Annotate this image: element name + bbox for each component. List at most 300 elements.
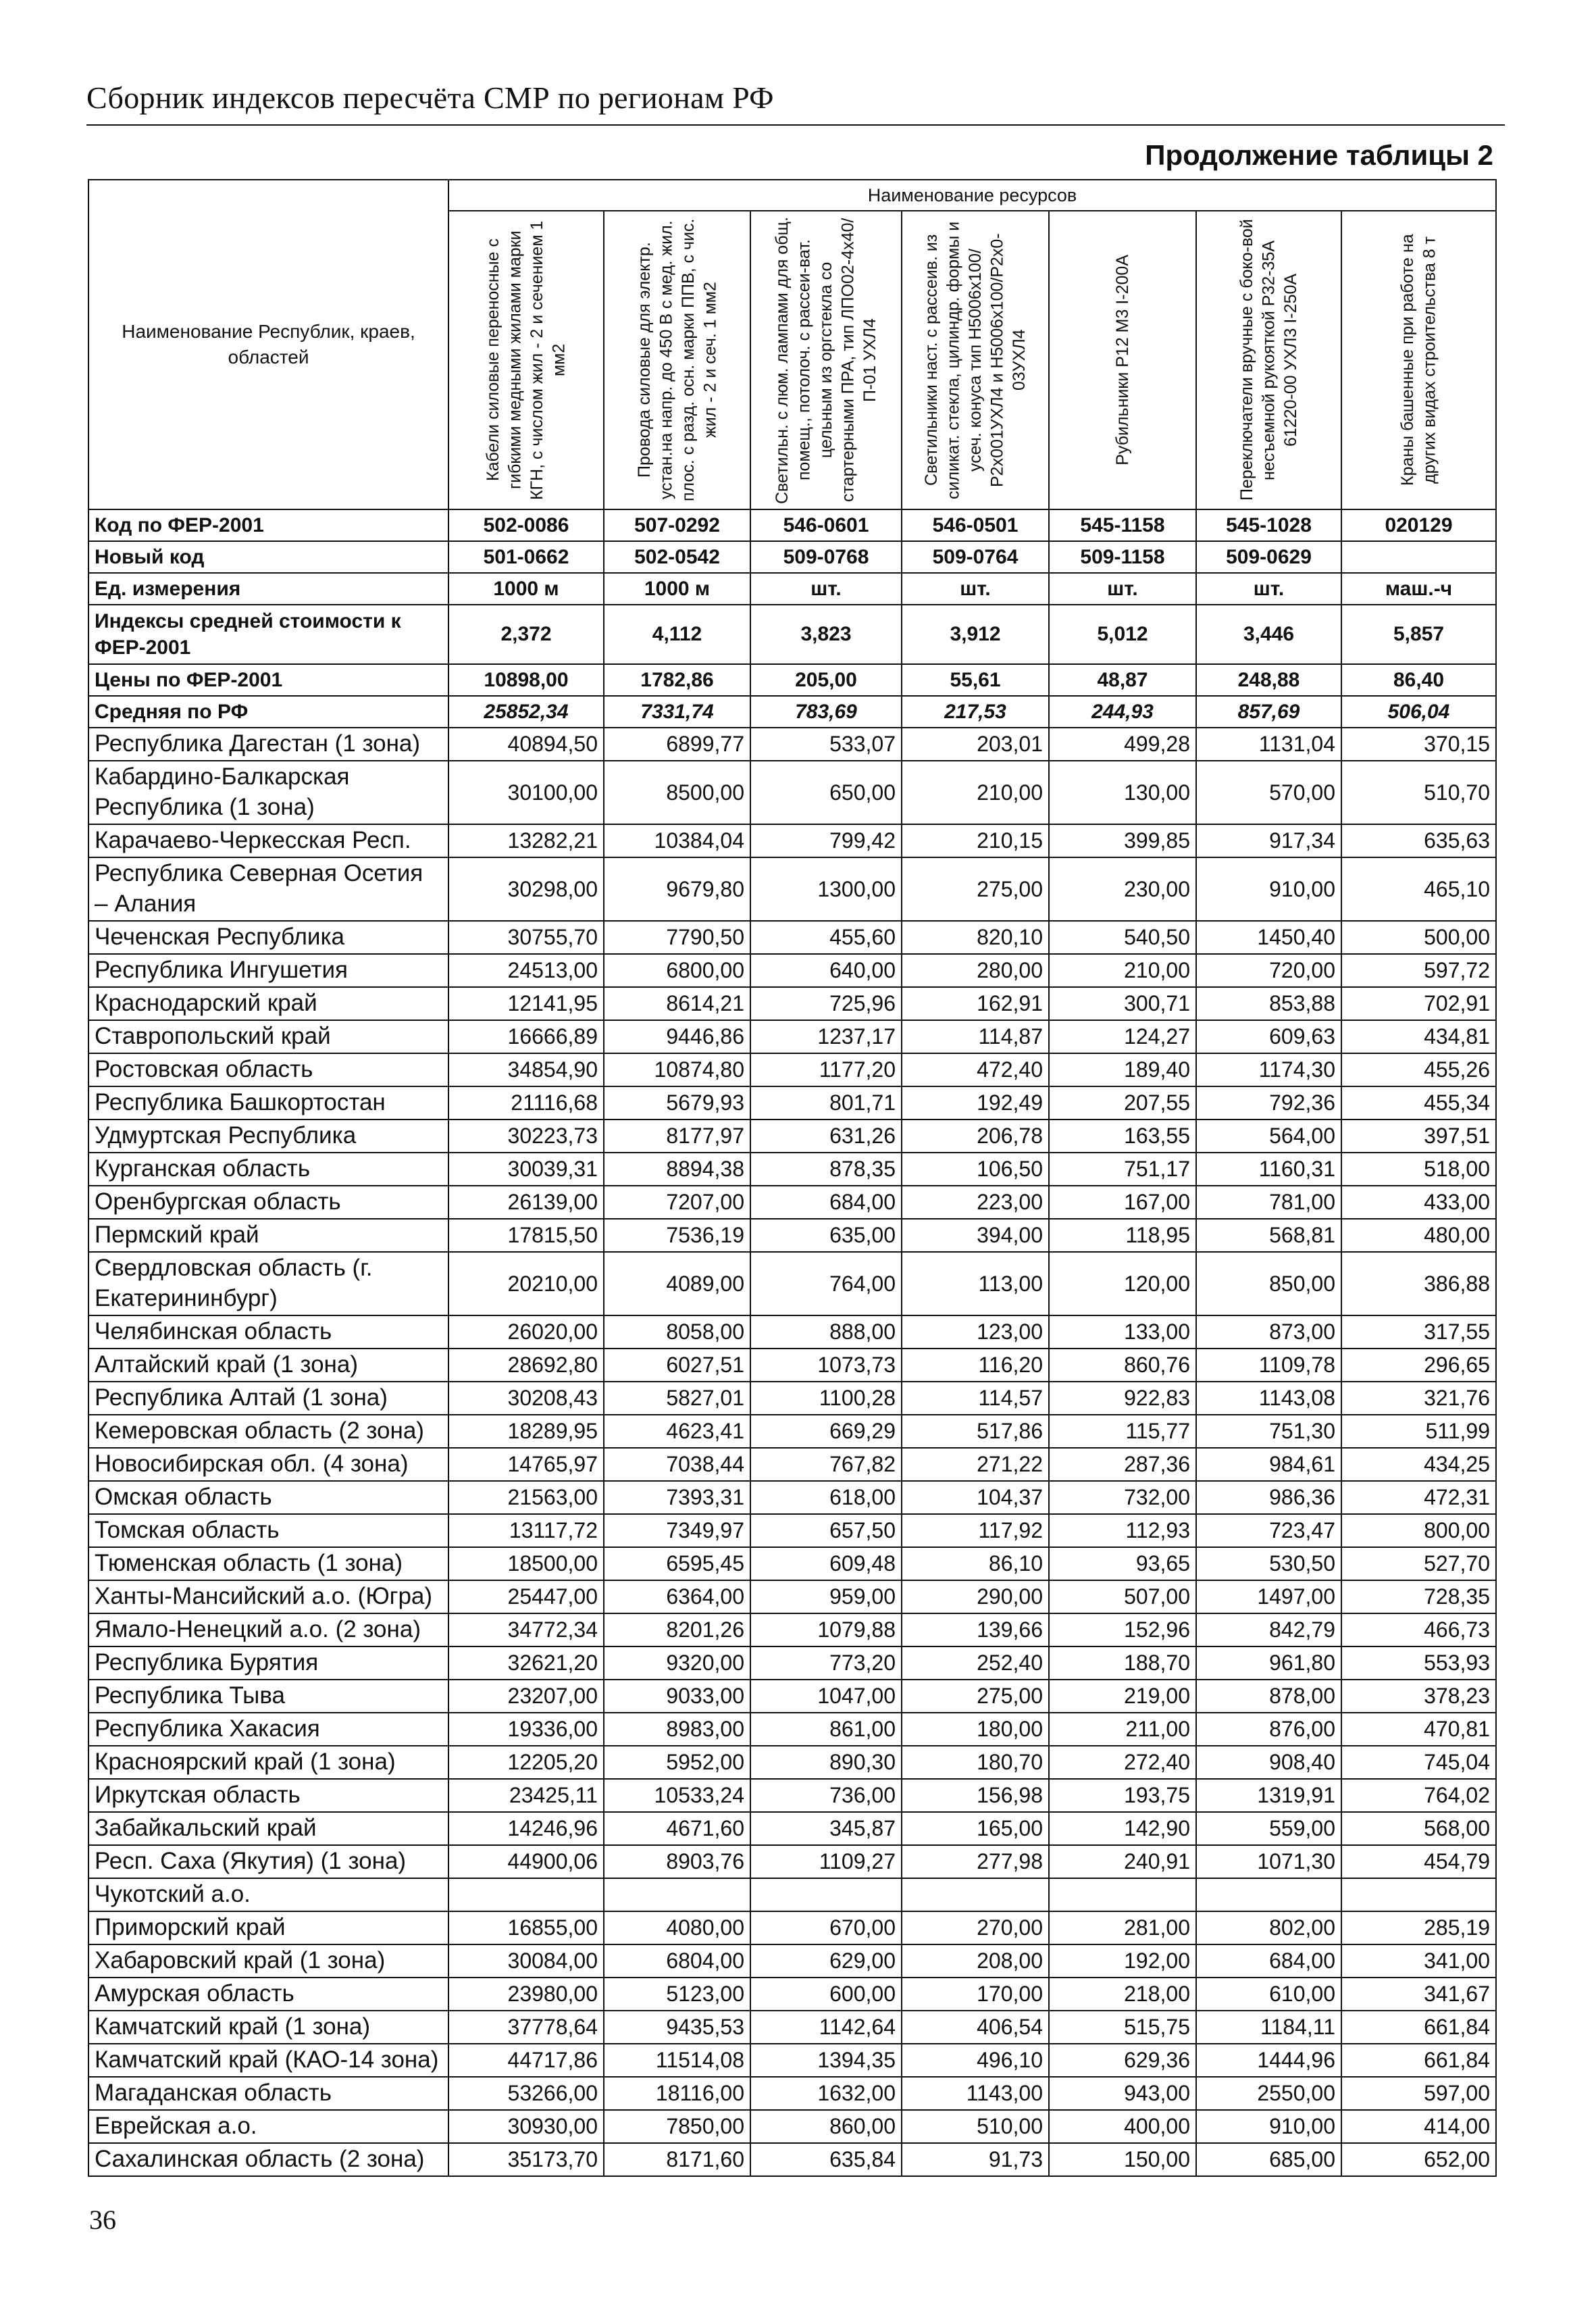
table-row <box>88 1713 1496 1746</box>
price-cell: 19336,00 <box>448 1713 604 1746</box>
table-row <box>88 761 1496 824</box>
table-row <box>88 1911 1496 1944</box>
region-name: Республика Алтай (1 зона) <box>88 1382 448 1415</box>
price-cell: 321,76 <box>1341 1382 1496 1415</box>
price-cell: 203,01 <box>902 728 1049 761</box>
meta-cell: 4,112 <box>604 605 750 664</box>
region-name: Камчатский край (1 зона) <box>88 2011 448 2044</box>
price-cell: 736,00 <box>750 1779 902 1812</box>
price-cell: 8201,26 <box>604 1613 750 1646</box>
price-cell: 917,34 <box>1196 824 1341 857</box>
meta-cell: 546-0501 <box>902 509 1049 541</box>
price-cell: 114,87 <box>902 1020 1049 1053</box>
table-row <box>88 1315 1496 1349</box>
price-cell: 14246,96 <box>448 1812 604 1845</box>
price-index-table <box>88 179 1497 2177</box>
region-name: Республика Тыва <box>88 1680 448 1713</box>
price-cell: 26020,00 <box>448 1315 604 1349</box>
price-cell: 208,00 <box>902 1944 1049 1978</box>
region-name: Камчатский край (КАО-14 зона) <box>88 2044 448 2077</box>
price-cell: 570,00 <box>1196 761 1341 824</box>
price-cell: 434,81 <box>1341 1020 1496 1053</box>
price-cell: 397,51 <box>1341 1120 1496 1153</box>
price-cell: 345,87 <box>750 1812 902 1845</box>
price-cell: 399,85 <box>1049 824 1196 857</box>
price-cell: 170,00 <box>902 1978 1049 2011</box>
price-cell: 156,98 <box>902 1779 1049 1812</box>
price-cell: 853,88 <box>1196 987 1341 1020</box>
price-cell: 986,36 <box>1196 1481 1341 1514</box>
price-cell: 507,00 <box>1049 1580 1196 1613</box>
price-cell: 618,00 <box>750 1481 902 1514</box>
price-cell: 1174,30 <box>1196 1053 1341 1086</box>
meta-cell: 783,69 <box>750 696 902 728</box>
price-cell: 764,02 <box>1341 1779 1496 1812</box>
column-header-text: Кабели силовые переносные с гибкими медными жилами марки КГН, с числом жил - 2 и сечением 1 мм2 <box>484 220 569 500</box>
price-cell: 629,36 <box>1049 2044 1196 2077</box>
price-cell: 275,00 <box>902 857 1049 921</box>
price-cell: 878,00 <box>1196 1680 1341 1713</box>
price-cell: 193,75 <box>1049 1779 1196 1812</box>
price-cell: 518,00 <box>1341 1153 1496 1186</box>
price-cell: 18116,00 <box>604 2077 750 2110</box>
price-cell: 908,40 <box>1196 1746 1341 1779</box>
price-cell: 454,79 <box>1341 1845 1496 1878</box>
region-name: Республика Бурятия <box>88 1646 448 1680</box>
price-cell: 24513,00 <box>448 954 604 987</box>
region-name: Тюменская область (1 зона) <box>88 1547 448 1580</box>
table-container <box>88 179 1495 2177</box>
price-cell: 650,00 <box>750 761 902 824</box>
price-cell <box>1341 1878 1496 1911</box>
price-cell: 597,00 <box>1341 2077 1496 2110</box>
price-cell: 685,00 <box>1196 2143 1341 2176</box>
table-row <box>88 728 1496 761</box>
price-cell: 635,00 <box>750 1219 902 1252</box>
region-name: Красноярский край (1 зона) <box>88 1746 448 1779</box>
price-cell: 510,00 <box>902 2110 1049 2143</box>
table-row <box>88 1646 1496 1680</box>
price-cell: 32621,20 <box>448 1646 604 1680</box>
price-cell: 511,99 <box>1341 1415 1496 1448</box>
price-cell: 120,00 <box>1049 1252 1196 1315</box>
column-header-text: Провода силовые для электр. устан.на напр. до 450 В с мед. жил. плос. с разд. осн. марки ППВ, с чис. жил - 2 и сеч. 1 мм2 <box>634 218 719 502</box>
price-cell: 568,81 <box>1196 1219 1341 1252</box>
price-cell: 7038,44 <box>604 1448 750 1481</box>
price-cell: 210,00 <box>902 761 1049 824</box>
price-cell: 1073,73 <box>750 1349 902 1382</box>
meta-cell: 501-0662 <box>448 541 604 573</box>
price-cell: 472,31 <box>1341 1481 1496 1514</box>
price-cell: 2550,00 <box>1196 2077 1341 2110</box>
price-cell: 1071,30 <box>1196 1845 1341 1878</box>
price-cell: 600,00 <box>750 1978 902 2011</box>
price-cell: 219,00 <box>1049 1680 1196 1713</box>
price-cell: 150,00 <box>1049 2143 1196 2176</box>
price-cell: 11514,08 <box>604 2044 750 2077</box>
price-cell: 271,22 <box>902 1448 1049 1481</box>
price-cell: 317,55 <box>1341 1315 1496 1349</box>
meta-row-label: Код по ФЕР-2001 <box>88 509 448 541</box>
meta-cell: 506,04 <box>1341 696 1496 728</box>
price-cell: 280,00 <box>902 954 1049 987</box>
region-name: Республика Хакасия <box>88 1713 448 1746</box>
meta-row <box>88 605 1496 664</box>
price-cell: 12205,20 <box>448 1746 604 1779</box>
meta-cell: 3,446 <box>1196 605 1341 664</box>
price-cell: 500,00 <box>1341 921 1496 954</box>
price-cell: 192,49 <box>902 1086 1049 1120</box>
meta-cell: 5,012 <box>1049 605 1196 664</box>
price-cell: 876,00 <box>1196 1713 1341 1746</box>
price-cell: 1109,78 <box>1196 1349 1341 1382</box>
price-cell: 7393,31 <box>604 1481 750 1514</box>
price-cell: 8171,60 <box>604 2143 750 2176</box>
table-row <box>88 1812 1496 1845</box>
price-cell: 959,00 <box>750 1580 902 1613</box>
column-header <box>1341 211 1496 509</box>
price-cell: 20210,00 <box>448 1252 604 1315</box>
price-cell: 223,00 <box>902 1186 1049 1219</box>
price-cell: 188,70 <box>1049 1646 1196 1680</box>
price-cell: 9679,80 <box>604 857 750 921</box>
price-cell: 781,00 <box>1196 1186 1341 1219</box>
price-cell: 470,81 <box>1341 1713 1496 1746</box>
price-cell: 842,79 <box>1196 1613 1341 1646</box>
column-header <box>750 211 902 509</box>
price-cell: 629,00 <box>750 1944 902 1978</box>
table-row <box>88 1680 1496 1713</box>
region-name: Кемеровская область (2 зона) <box>88 1415 448 1448</box>
table-row <box>88 1514 1496 1547</box>
price-cell: 564,00 <box>1196 1120 1341 1153</box>
price-cell: 455,26 <box>1341 1053 1496 1086</box>
region-name: Чеченская Республика <box>88 921 448 954</box>
price-cell: 218,00 <box>1049 1978 1196 2011</box>
region-name: Ханты-Мансийский а.о. (Югра) <box>88 1580 448 1613</box>
price-cell: 34854,90 <box>448 1053 604 1086</box>
price-cell: 8177,97 <box>604 1120 750 1153</box>
column-header <box>448 211 604 509</box>
price-cell: 670,00 <box>750 1911 902 1944</box>
price-cell: 961,80 <box>1196 1646 1341 1680</box>
price-cell: 1632,00 <box>750 2077 902 2110</box>
price-cell: 5827,01 <box>604 1382 750 1415</box>
price-cell: 6899,77 <box>604 728 750 761</box>
price-cell: 773,20 <box>750 1646 902 1680</box>
price-cell: 9033,00 <box>604 1680 750 1713</box>
meta-cell: 1000 м <box>448 573 604 605</box>
price-cell: 142,90 <box>1049 1812 1196 1845</box>
price-cell: 1142,64 <box>750 2011 902 2044</box>
table-row <box>88 2110 1496 2143</box>
price-cell: 230,00 <box>1049 857 1196 921</box>
price-cell: 4671,60 <box>604 1812 750 1845</box>
meta-cell: 3,912 <box>902 605 1049 664</box>
price-cell: 300,71 <box>1049 987 1196 1020</box>
meta-cell: 25852,34 <box>448 696 604 728</box>
price-cell: 133,00 <box>1049 1315 1196 1349</box>
price-cell: 30084,00 <box>448 1944 604 1978</box>
price-cell: 9446,86 <box>604 1020 750 1053</box>
price-cell: 517,86 <box>902 1415 1049 1448</box>
price-cell: 767,82 <box>750 1448 902 1481</box>
price-cell: 4623,41 <box>604 1415 750 1448</box>
price-cell: 801,71 <box>750 1086 902 1120</box>
price-cell: 860,00 <box>750 2110 902 2143</box>
region-name: Хабаровский край (1 зона) <box>88 1944 448 1978</box>
price-cell: 13282,21 <box>448 824 604 857</box>
price-cell: 139,66 <box>902 1613 1049 1646</box>
table-row <box>88 2044 1496 2077</box>
price-cell: 106,50 <box>902 1153 1049 1186</box>
meta-row <box>88 541 1496 573</box>
meta-cell: 86,40 <box>1341 664 1496 696</box>
price-cell: 1160,31 <box>1196 1153 1341 1186</box>
price-cell: 277,98 <box>902 1845 1049 1878</box>
price-cell: 568,00 <box>1341 1812 1496 1845</box>
price-cell: 800,00 <box>1341 1514 1496 1547</box>
price-cell: 873,00 <box>1196 1315 1341 1349</box>
price-cell: 723,47 <box>1196 1514 1341 1547</box>
price-cell: 1047,00 <box>750 1680 902 1713</box>
price-cell: 465,10 <box>1341 857 1496 921</box>
price-cell: 18289,95 <box>448 1415 604 1448</box>
price-cell: 640,00 <box>750 954 902 987</box>
price-cell: 117,92 <box>902 1514 1049 1547</box>
meta-cell: 5,857 <box>1341 605 1496 664</box>
price-cell: 30930,00 <box>448 2110 604 2143</box>
table-row <box>88 2077 1496 2110</box>
price-cell: 6027,51 <box>604 1349 750 1382</box>
price-cell: 10533,24 <box>604 1779 750 1812</box>
price-cell: 16855,00 <box>448 1911 604 1944</box>
price-cell: 30298,00 <box>448 857 604 921</box>
price-cell: 26139,00 <box>448 1186 604 1219</box>
price-cell: 635,84 <box>750 2143 902 2176</box>
table-row <box>88 1779 1496 1812</box>
meta-cell: 509-0768 <box>750 541 902 573</box>
meta-cell: шт. <box>750 573 902 605</box>
meta-cell: 2,372 <box>448 605 604 664</box>
price-cell: 17815,50 <box>448 1219 604 1252</box>
column-header <box>1196 211 1341 509</box>
meta-cell: 217,53 <box>902 696 1049 728</box>
price-cell: 7207,00 <box>604 1186 750 1219</box>
meta-row <box>88 509 1496 541</box>
price-cell: 341,00 <box>1341 1944 1496 1978</box>
price-cell: 287,36 <box>1049 1448 1196 1481</box>
price-cell: 433,00 <box>1341 1186 1496 1219</box>
meta-cell: 10898,00 <box>448 664 604 696</box>
price-cell: 6800,00 <box>604 954 750 987</box>
price-cell: 745,04 <box>1341 1746 1496 1779</box>
region-name: Республика Башкортостан <box>88 1086 448 1120</box>
price-cell: 23207,00 <box>448 1680 604 1713</box>
price-cell: 370,15 <box>1341 728 1496 761</box>
price-cell: 553,93 <box>1341 1646 1496 1680</box>
price-cell: 820,10 <box>902 921 1049 954</box>
table-continuation-label: Продолжение таблицы 2 <box>1145 139 1493 171</box>
price-cell: 386,88 <box>1341 1252 1496 1315</box>
meta-cell: маш.-ч <box>1341 573 1496 605</box>
price-cell: 275,00 <box>902 1680 1049 1713</box>
region-name: Респ. Саха (Якутия) (1 зона) <box>88 1845 448 1878</box>
price-cell: 669,29 <box>750 1415 902 1448</box>
price-cell: 1394,35 <box>750 2044 902 2077</box>
page-number: 36 <box>89 2205 116 2235</box>
price-cell: 10874,80 <box>604 1053 750 1086</box>
table-row <box>88 2143 1496 2176</box>
price-cell: 1143,08 <box>1196 1382 1341 1415</box>
price-cell <box>1196 1878 1341 1911</box>
price-cell: 530,50 <box>1196 1547 1341 1580</box>
table-row <box>88 1415 1496 1448</box>
table-row <box>88 954 1496 987</box>
region-name: Сахалинская область (2 зона) <box>88 2143 448 2176</box>
price-cell: 40894,50 <box>448 728 604 761</box>
price-cell: 455,60 <box>750 921 902 954</box>
region-name: Республика Северная Осетия – Алания <box>88 857 448 921</box>
price-cell: 30223,73 <box>448 1120 604 1153</box>
price-cell: 35173,70 <box>448 2143 604 2176</box>
column-header <box>902 211 1049 509</box>
price-cell: 281,00 <box>1049 1911 1196 1944</box>
price-cell: 910,00 <box>1196 2110 1341 2143</box>
price-cell: 984,61 <box>1196 1448 1341 1481</box>
price-cell: 114,57 <box>902 1382 1049 1415</box>
price-cell: 1131,04 <box>1196 728 1341 761</box>
price-cell: 878,35 <box>750 1153 902 1186</box>
region-name: Приморский край <box>88 1911 448 1944</box>
price-cell: 861,00 <box>750 1713 902 1746</box>
table-row <box>88 824 1496 857</box>
price-cell: 112,93 <box>1049 1514 1196 1547</box>
price-cell: 10384,04 <box>604 824 750 857</box>
price-cell: 113,00 <box>902 1252 1049 1315</box>
meta-row-label: Цены по ФЕР-2001 <box>88 664 448 696</box>
table-row <box>88 1547 1496 1580</box>
price-cell: 28692,80 <box>448 1349 604 1382</box>
table-row <box>88 1120 1496 1153</box>
price-cell: 252,40 <box>902 1646 1049 1680</box>
price-cell: 30208,43 <box>448 1382 604 1415</box>
table-row <box>88 2011 1496 2044</box>
price-cell: 115,77 <box>1049 1415 1196 1448</box>
table-row <box>88 857 1496 921</box>
price-cell: 702,91 <box>1341 987 1496 1020</box>
region-name: Республика Дагестан (1 зона) <box>88 728 448 761</box>
meta-row-label: Ед. измерения <box>88 573 448 605</box>
table-row <box>88 1020 1496 1053</box>
price-cell: 1079,88 <box>750 1613 902 1646</box>
price-cell: 192,00 <box>1049 1944 1196 1978</box>
meta-cell: 248,88 <box>1196 664 1341 696</box>
table-row <box>88 987 1496 1020</box>
price-cell: 559,00 <box>1196 1812 1341 1845</box>
column-header <box>604 211 750 509</box>
price-cell: 610,00 <box>1196 1978 1341 2011</box>
meta-cell: 545-1158 <box>1049 509 1196 541</box>
column-header-text: Переключатели вручные с боко-вой несъемной рукояткой Р32-35А 61220-00 УХЛ3 I-250А <box>1237 219 1300 501</box>
price-cell: 104,37 <box>902 1481 1049 1514</box>
price-cell: 118,95 <box>1049 1219 1196 1252</box>
price-cell: 499,28 <box>1049 728 1196 761</box>
region-name: Томская область <box>88 1514 448 1547</box>
price-cell: 466,73 <box>1341 1613 1496 1646</box>
price-cell: 6595,45 <box>604 1547 750 1580</box>
price-cell: 799,42 <box>750 824 902 857</box>
meta-cell: шт. <box>902 573 1049 605</box>
price-cell: 406,54 <box>902 2011 1049 2044</box>
price-cell: 130,00 <box>1049 761 1196 824</box>
price-cell: 1237,17 <box>750 1020 902 1053</box>
region-name: Чукотский а.о. <box>88 1878 448 1911</box>
price-cell: 1497,00 <box>1196 1580 1341 1613</box>
region-rows <box>88 728 1496 2176</box>
price-cell: 5679,93 <box>604 1086 750 1120</box>
price-cell: 922,83 <box>1049 1382 1196 1415</box>
price-cell: 37778,64 <box>448 2011 604 2044</box>
region-name: Оренбургская область <box>88 1186 448 1219</box>
price-cell: 211,00 <box>1049 1713 1196 1746</box>
table-row <box>88 1086 1496 1120</box>
price-cell: 378,23 <box>1341 1680 1496 1713</box>
price-cell: 1143,00 <box>902 2077 1049 2110</box>
price-cell: 296,65 <box>1341 1349 1496 1382</box>
column-header-text: Краны башенные при работе на других видах строительства 8 т <box>1398 234 1439 486</box>
price-cell: 206,78 <box>902 1120 1049 1153</box>
price-cell: 4089,00 <box>604 1252 750 1315</box>
price-cell: 1450,40 <box>1196 921 1341 954</box>
table-row <box>88 1978 1496 2011</box>
price-cell: 9435,53 <box>604 2011 750 2044</box>
table-row <box>88 1053 1496 1086</box>
price-cell: 8058,00 <box>604 1315 750 1349</box>
region-name: Карачаево-Черкесская Респ. <box>88 824 448 857</box>
price-cell: 533,07 <box>750 728 902 761</box>
price-cell: 850,00 <box>1196 1252 1341 1315</box>
price-cell: 53266,00 <box>448 2077 604 2110</box>
price-cell: 400,00 <box>1049 2110 1196 2143</box>
meta-cell: шт. <box>1049 573 1196 605</box>
region-name: Республика Ингушетия <box>88 954 448 987</box>
price-cell: 888,00 <box>750 1315 902 1349</box>
region-name: Ростовская область <box>88 1053 448 1086</box>
price-cell: 9320,00 <box>604 1646 750 1680</box>
region-name: Магаданская область <box>88 2077 448 2110</box>
region-name: Ямало-Ненецкий а.о. (2 зона) <box>88 1613 448 1646</box>
meta-cell: 502-0542 <box>604 541 750 573</box>
price-cell: 30039,31 <box>448 1153 604 1186</box>
price-cell: 23425,11 <box>448 1779 604 1812</box>
price-cell: 12141,95 <box>448 987 604 1020</box>
table-row <box>88 1153 1496 1186</box>
meta-cell: шт. <box>1196 573 1341 605</box>
meta-cell: 1000 м <box>604 573 750 605</box>
price-cell: 720,00 <box>1196 954 1341 987</box>
price-cell <box>902 1878 1049 1911</box>
price-cell: 890,30 <box>750 1746 902 1779</box>
meta-cell: 1782,86 <box>604 664 750 696</box>
meta-cell: 48,87 <box>1049 664 1196 696</box>
meta-row-label: Индексы средней стоимости к ФЕР-2001 <box>88 605 448 664</box>
price-cell: 609,48 <box>750 1547 902 1580</box>
price-cell: 661,84 <box>1341 2011 1496 2044</box>
price-cell: 635,63 <box>1341 824 1496 857</box>
price-cell: 943,00 <box>1049 2077 1196 2110</box>
region-name: Забайкальский край <box>88 1812 448 1845</box>
